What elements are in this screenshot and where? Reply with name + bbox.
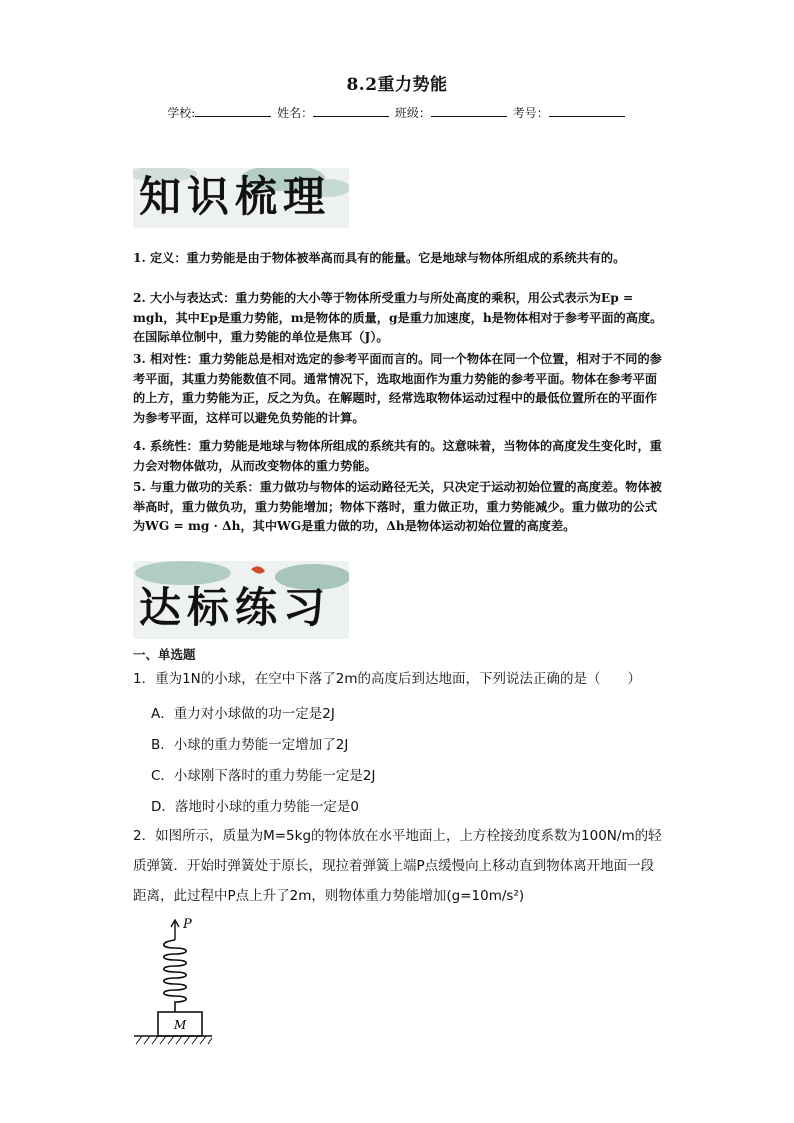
section-heading: 一、单选题	[133, 647, 196, 662]
knowledge-item-4: 4. 系统性：重力势能是地球与物体所组成的系统共有的。这意味着，当物体的高度发生变化时，重力会对物体做功，从而改变物体的重力势能。	[133, 439, 662, 473]
practice-banner	[133, 561, 349, 639]
question-1-option-c: C．小球刚下落时的重力势能一定是2J	[151, 768, 376, 784]
point-p-label: P	[183, 918, 192, 932]
page-title: 8.2重力势能	[346, 75, 448, 95]
name-label: 姓名：	[277, 106, 314, 120]
practice-banner-text: 达标练习	[139, 583, 332, 632]
class-label: 班级：	[394, 106, 431, 120]
knowledge-item-1: 1. 定义：重力势能是由于物体被举高而具有的能量。它是地球与物体所组成的系统共有的。	[133, 251, 626, 265]
school-blank	[195, 104, 271, 117]
spring-block-figure	[130, 918, 216, 1050]
name-blank	[313, 104, 389, 117]
knowledge-item-2: 2. 大小与表达式：重力势能的大小等于物体所受重力与所处高度的乘积，用公式表示为Ep = mgh，其中Ep是重力势能，m是物体的质量，g是重力加速度，h是物体相对于参考平面的高度。在国际单位制中，重力势能的单位是焦耳（J）。	[133, 291, 663, 345]
knowledge-item-5: 5. 与重力做功的关系：重力做功与物体的运动路径无关，只决定于运动初始位置的高度差。物体被举高时，重力做负功，重力势能增加；物体下落时，重力做正功，重力势能减少。重力做功的公式为WG = mg · Δh，其中WG是重力做的功，Δh是物体运动初始位置的高度差。	[133, 480, 662, 534]
student-info-line	[0, 104, 794, 121]
mass-m-label: M	[174, 1018, 187, 1032]
question-1-option-b: B．小球的重力势能一定增加了2J	[151, 737, 349, 753]
question-2-stem: 2．如图所示，质量为M=5kg的物体放在水平地面上，上方栓接劲度系数为100N/m的轻质弹簧．开始时弹簧处于原长，现拉着弹簧上端P点缓慢向上移动直到物体离开地面一段距离，此过程中P点上升了2m，则物体重力势能增加(g=10m/s²)	[133, 828, 662, 904]
question-1-option-a: A．重力对小球做的功一定是2J	[151, 706, 335, 722]
school-label: 学校:	[167, 106, 196, 120]
knowledge-banner	[133, 168, 349, 228]
number-label: 考号：	[512, 106, 549, 120]
knowledge-banner-text: 知识梳理	[139, 172, 332, 221]
number-blank	[549, 104, 625, 117]
question-1-stem: 1．重为1N的小球，在空中下落了2m的高度后到达地面，下列说法正确的是（ ）	[133, 671, 642, 687]
knowledge-item-3: 3. 相对性：重力势能总是相对选定的参考平面而言的。同一个物体在同一个位置，相对于不同的参考平面，其重力势能数值不同。通常情况下，选取地面作为重力势能的参考平面。物体在参考平面的上方，重力势能为正，反之为负。在解题时，经常选取物体运动过程中的最低位置所在的平面作为参考平面，这样可以避免负势能的计算。	[133, 352, 662, 425]
question-1-option-d: D．落地时小球的重力势能一定是0	[151, 799, 359, 815]
class-blank	[431, 104, 507, 117]
